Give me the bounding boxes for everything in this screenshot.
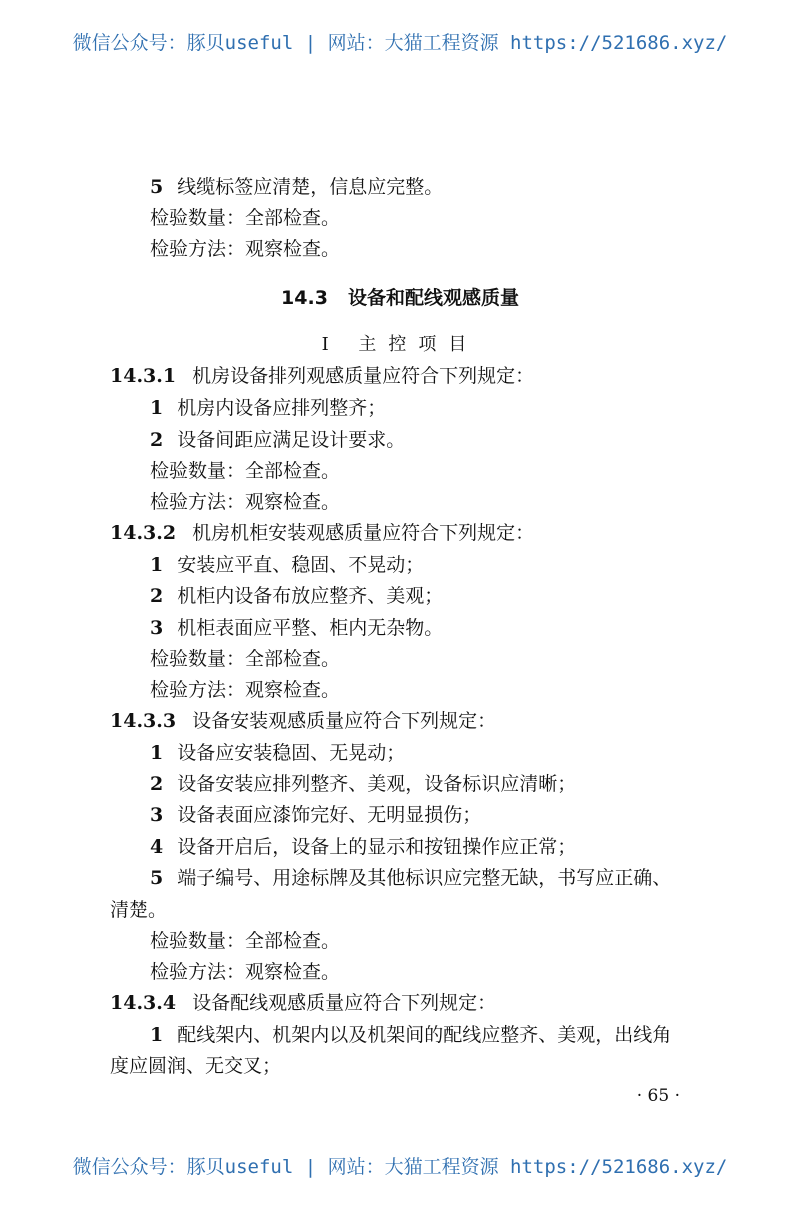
list-item [150,771,576,797]
item-text-continued: 清楚。 [110,899,168,921]
item-number: 5 [150,176,164,198]
inspection-method: 检验方法：观察检查。 [150,491,341,513]
clause-number: 14.3.2 [110,522,177,544]
page-number: · 65 · [636,1086,680,1106]
list-item [150,802,481,828]
item-text: 线缆标签应清楚，信息应完整。 [177,176,444,198]
watermark-bottom: 微信公众号：豚贝useful | 网站：大猫工程资源 https://521686.xyz/ [72,1156,728,1178]
list-item [150,552,424,578]
list-item [150,834,576,860]
list-item [150,427,405,453]
clause-text: 机房机柜安装观感质量应符合下列规定： [192,522,535,544]
section-title: 设备和配线观感质量 [347,287,519,309]
item-text: 端子编号、用途标牌及其他标识应完整无缺，书写应正确、 [177,867,672,889]
clause [110,990,496,1016]
list-item [150,740,405,766]
item-text: 配线架内、机架内以及机架间的配线应整齐、美观，出线角 [177,1024,672,1046]
item-text: 设备安装应排列整齐、美观，设备标识应清晰； [177,773,577,795]
item-number: 4 [150,836,164,858]
item-text: 设备应安装稳固、无晃动； [177,742,406,764]
inspection-quantity: 检验数量：全部检查。 [150,207,341,229]
clause-number: 14.3.3 [110,710,177,732]
inspection-method: 检验方法：观察检查。 [150,679,341,701]
item-number: 1 [150,554,164,576]
item-text: 安装应平直、稳固、不晃动； [177,554,425,576]
item-text: 机房内设备应排列整齐； [177,397,387,419]
clause-text: 机房设备排列观感质量应符合下列规定： [192,365,535,387]
list-item [150,395,386,421]
clause-text: 设备配线观感质量应符合下列规定： [192,992,497,1014]
item-number: 2 [150,585,164,607]
list-item [150,174,443,200]
inspection-quantity: 检验数量：全部检查。 [150,930,341,952]
item-text: 机柜表面应平整、柜内无杂物。 [177,617,444,639]
item-number: 3 [150,804,164,826]
item-number: 1 [150,397,164,419]
subsection-heading: Ⅰ 主控项目 [321,334,479,355]
item-text: 设备间距应满足设计要求。 [177,429,406,451]
section-heading [0,283,800,310]
inspection-quantity: 检验数量：全部检查。 [150,460,341,482]
clause [110,520,534,546]
item-number: 5 [150,867,164,889]
item-text: 设备开启后，设备上的显示和按钮操作应正常； [177,836,577,858]
list-item [150,1022,671,1048]
item-text: 机柜内设备布放应整齐、美观； [177,585,444,607]
list-item [150,615,443,641]
inspection-method: 检验方法：观察检查。 [150,238,341,260]
list-item [150,583,443,609]
item-number: 2 [150,429,164,451]
item-text: 设备表面应漆饰完好、无明显损伤； [177,804,482,826]
item-number: 1 [150,1024,164,1046]
item-text-continued: 度应圆润、无交叉； [110,1055,282,1077]
item-number: 1 [150,742,164,764]
watermark-top: 微信公众号：豚贝useful | 网站：大猫工程资源 https://521686.xyz/ [72,32,728,54]
item-number: 3 [150,617,164,639]
clause-number: 14.3.1 [110,365,177,387]
clause [110,363,534,389]
clause-text: 设备安装观感质量应符合下列规定： [192,710,497,732]
clause [110,708,496,734]
clause-number: 14.3.4 [110,992,177,1014]
section-number: 14.3 [281,287,328,309]
item-number: 2 [150,773,164,795]
inspection-method: 检验方法：观察检查。 [150,961,341,983]
inspection-quantity: 检验数量：全部检查。 [150,648,341,670]
list-item [150,865,671,891]
